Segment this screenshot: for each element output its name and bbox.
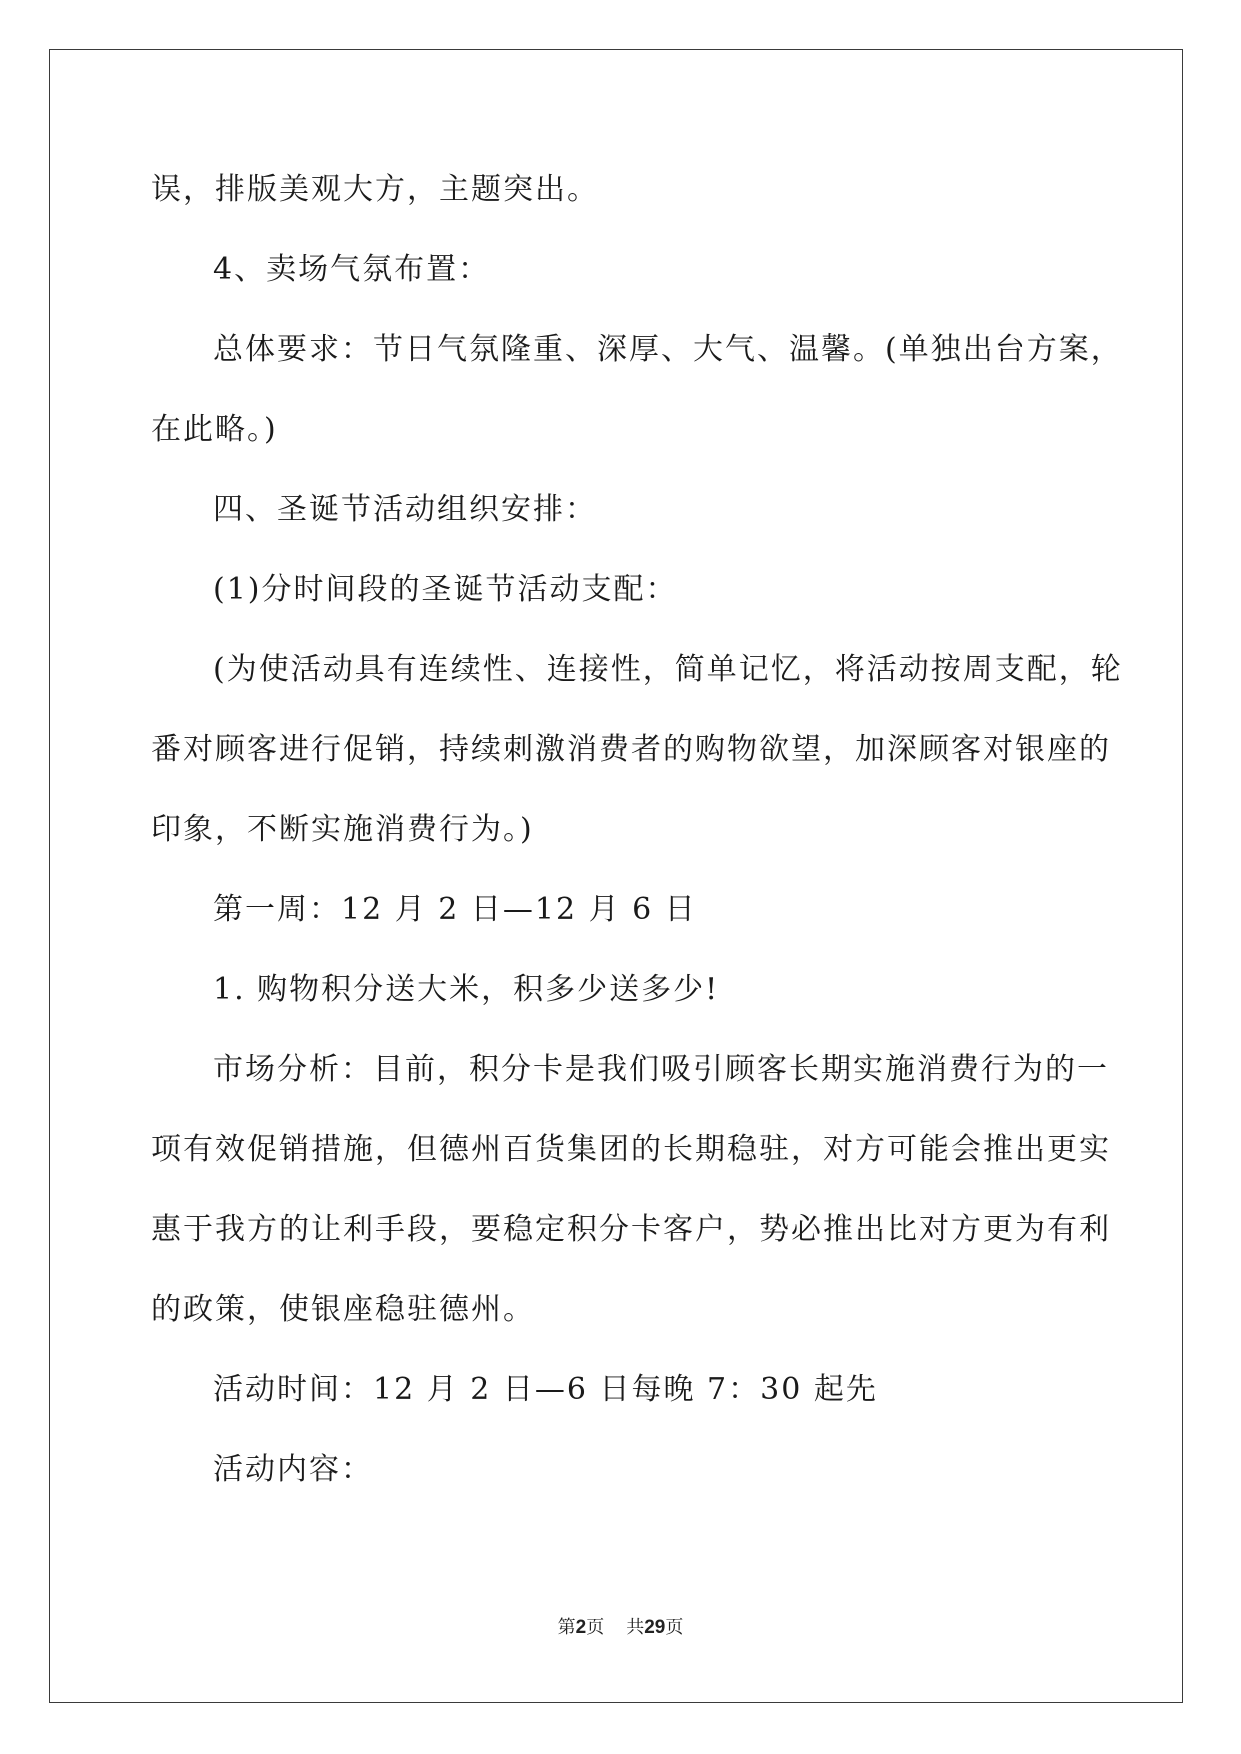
paragraph-line: 市场分析：目前，积分卡是我们吸引顾客长期实施消费行为的一: [213, 1052, 1109, 1087]
activity-content-label: 活动内容：: [213, 1452, 373, 1487]
section-heading: 四、圣诞节活动组织安排：: [213, 492, 597, 527]
paragraph-line: 惠于我方的让利手段，要稳定积分卡客户，势必推出比对方更为有利: [151, 1212, 1111, 1247]
total-suffix: 页: [665, 1617, 684, 1638]
paragraph-line: 在此略。): [151, 412, 278, 447]
week-heading: 第一周：12 月 2 日—12 月 6 日: [213, 892, 697, 927]
paragraph-line: 误，排版美观大方，主题突出。: [151, 172, 599, 207]
section-heading: 4、卖场气氛布置：: [213, 252, 491, 287]
activity-time: 活动时间：12 月 2 日—6 日每晚 7：30 起先: [213, 1372, 878, 1407]
paragraph-line: 项有效促销措施，但德州百货集团的长期稳驻，对方可能会推出更实: [151, 1132, 1111, 1167]
paragraph-line: (为使活动具有连续性、连接性，简单记忆，将活动按周支配，轮: [213, 652, 1123, 687]
total-prefix: 共: [626, 1617, 645, 1638]
page-footer: [0, 1616, 1241, 1640]
paragraph-line: 的政策，使银座稳驻德州。: [151, 1292, 535, 1327]
total-pages: 29: [644, 1617, 666, 1638]
page-number: 2: [575, 1617, 587, 1638]
paragraph-line: 印象，不断实施消费行为。): [151, 812, 534, 847]
page-prefix: 第: [557, 1617, 576, 1638]
page-suffix: 页: [586, 1617, 605, 1638]
subsection-heading: (1)分时间段的圣诞节活动支配：: [213, 572, 678, 607]
paragraph-line: 总体要求：节日气氛隆重、深厚、大气、温馨。(单独出台方案，: [213, 332, 1123, 367]
activity-title: 1. 购物积分送大米，积多少送多少!: [213, 972, 720, 1007]
paragraph-line: 番对顾客进行促销，持续刺激消费者的购物欲望，加深顾客对银座的: [151, 732, 1111, 767]
